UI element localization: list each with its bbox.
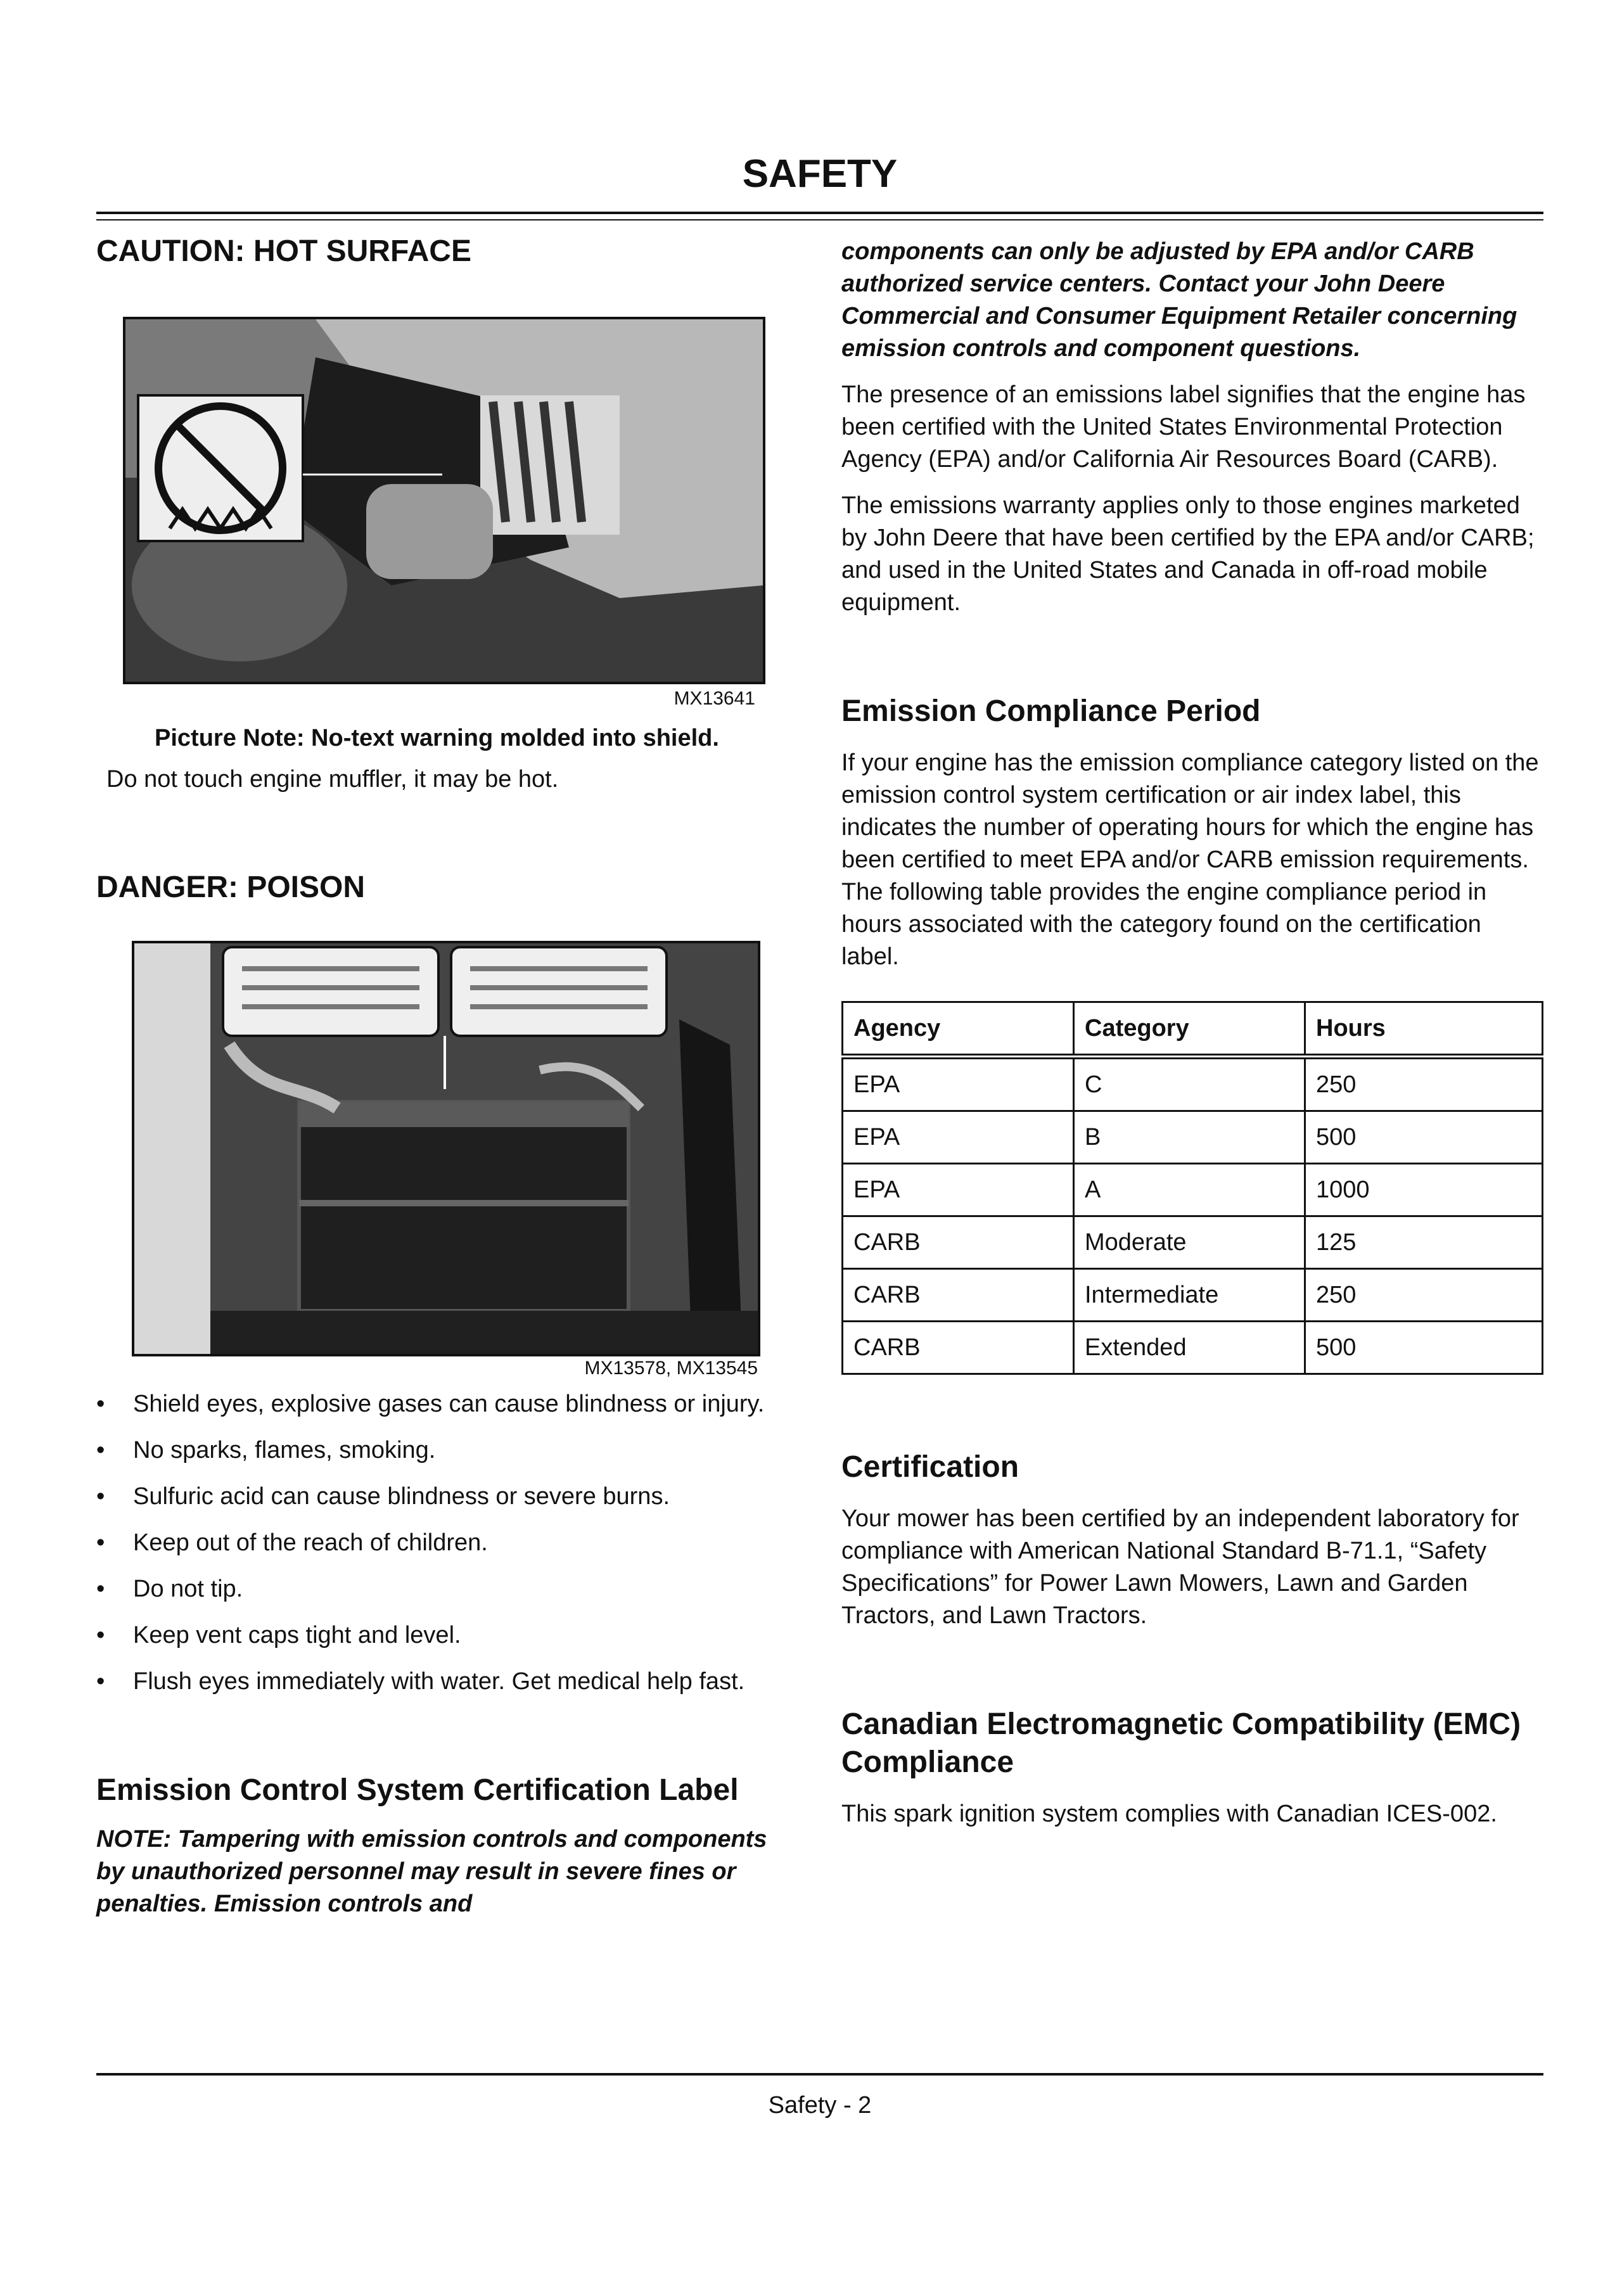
picture-note: Picture Note: No-text warning molded into shield. — [155, 724, 719, 751]
certification-heading: Certification — [841, 1450, 1019, 1484]
header-rule — [96, 212, 1543, 220]
tampering-note: NOTE: Tampering with emission controls and components by unauthorized personnel may result in severe fines or penalties. Emission controls and — [96, 1826, 767, 1918]
figure2-caption: MX13578, MX13545 — [584, 1358, 758, 1379]
list-item: • Flush eyes immediately with water. Get medical help fast. — [96, 1666, 781, 1698]
table-row: EPA C 250 — [843, 1057, 1543, 1111]
battery-photo — [132, 941, 760, 1356]
table-row: EPA B 500 — [843, 1111, 1543, 1164]
muffler-shield-illustration — [125, 319, 763, 682]
bullet-icon: • — [96, 1391, 105, 1418]
list-item: • Sulfuric acid can cause blindness or severe burns. — [96, 1481, 781, 1513]
bullet-icon: • — [96, 1668, 105, 1695]
list-item: • Do not tip. — [96, 1573, 781, 1605]
table-row: EPA A 1000 — [843, 1164, 1543, 1216]
poison-bullet-list — [96, 1388, 781, 1698]
left-column — [96, 228, 781, 1920]
list-item: • Shield eyes, explosive gases can cause blindness or injury. — [96, 1388, 781, 1420]
table-row: CARB Moderate 125 — [843, 1216, 1543, 1269]
right-column — [841, 228, 1543, 1830]
bullet-icon: • — [96, 1576, 105, 1603]
figure1-caption: MX13641 — [674, 687, 755, 709]
table-header-agency: Agency — [843, 1002, 1074, 1057]
table-header-category: Category — [1074, 1002, 1305, 1057]
battery-illustration — [134, 943, 758, 1354]
list-item: • No sparks, flames, smoking. — [96, 1434, 781, 1467]
page-title: SAFETY — [742, 152, 898, 196]
table-header-hours: Hours — [1305, 1002, 1543, 1057]
compliance-period-text: If your engine has the emission compliance category listed on the emission control system certification or air index label, this indicates the number of operating hours for which the engine has been certified to meet EPA and/or CARB emission requirements. The following table provides the engine compliance period in hours associated with the category found on the certification label. — [841, 749, 1539, 970]
ecs-label-heading: Emission Control System Certification Label — [96, 1773, 739, 1808]
certification-text: Your mower has been certified by an independent laboratory for compliance with American National Standard B-71.1, “Safety Specifications” for Power Lawn Mowers, Lawn and Garden Tractors, and Lawn Tractors. — [841, 1505, 1519, 1629]
emissions-warranty-paragraph: The emissions warranty applies only to those engines marketed by John Deere that have been certified by the EPA and/or CARB; and used in the United States and Canada in off-road mobile equipment. — [841, 492, 1535, 616]
bullet-icon: • — [96, 1483, 105, 1510]
footer-rule — [96, 2073, 1543, 2076]
compliance-table — [841, 1001, 1543, 1375]
caution-heading: CAUTION: HOT SURFACE — [96, 234, 471, 268]
compliance-period-heading: Emission Compliance Period — [841, 694, 1261, 728]
emc-heading: Canadian Electromagnetic Compatibility (EMC) Compliance — [841, 1707, 1521, 1779]
table-row: CARB Intermediate 250 — [843, 1269, 1543, 1322]
page-footer: Safety - 2 — [768, 2092, 872, 2119]
danger-heading: DANGER: POISON — [96, 870, 366, 904]
table-row: CARB Extended 500 — [843, 1322, 1543, 1374]
bullet-icon: • — [96, 1529, 105, 1557]
bullet-icon: • — [96, 1437, 105, 1464]
list-item: • Keep out of the reach of children. — [96, 1527, 781, 1559]
bullet-icon: • — [96, 1622, 105, 1649]
emc-text: This spark ignition system complies with Canadian ICES-002. — [841, 1801, 1497, 1827]
hot-surface-text: Do not touch engine muffler, it may be hot. — [106, 765, 559, 793]
list-item: • Keep vent caps tight and level. — [96, 1619, 781, 1652]
emissions-label-paragraph: The presence of an emissions label signifies that the engine has been certified with the United States Environmental Protection Agency (EPA) and/or California Air Resources Board (CARB). — [841, 381, 1526, 473]
muffler-shield-photo — [123, 317, 765, 684]
tampering-note-continued: components can only be adjusted by EPA and/or CARB authorized service centers. Contact your John Deere Commercial and Consumer Equipment Retailer concerning emission controls and component questions. — [841, 238, 1517, 362]
table-header-row — [843, 1002, 1543, 1057]
